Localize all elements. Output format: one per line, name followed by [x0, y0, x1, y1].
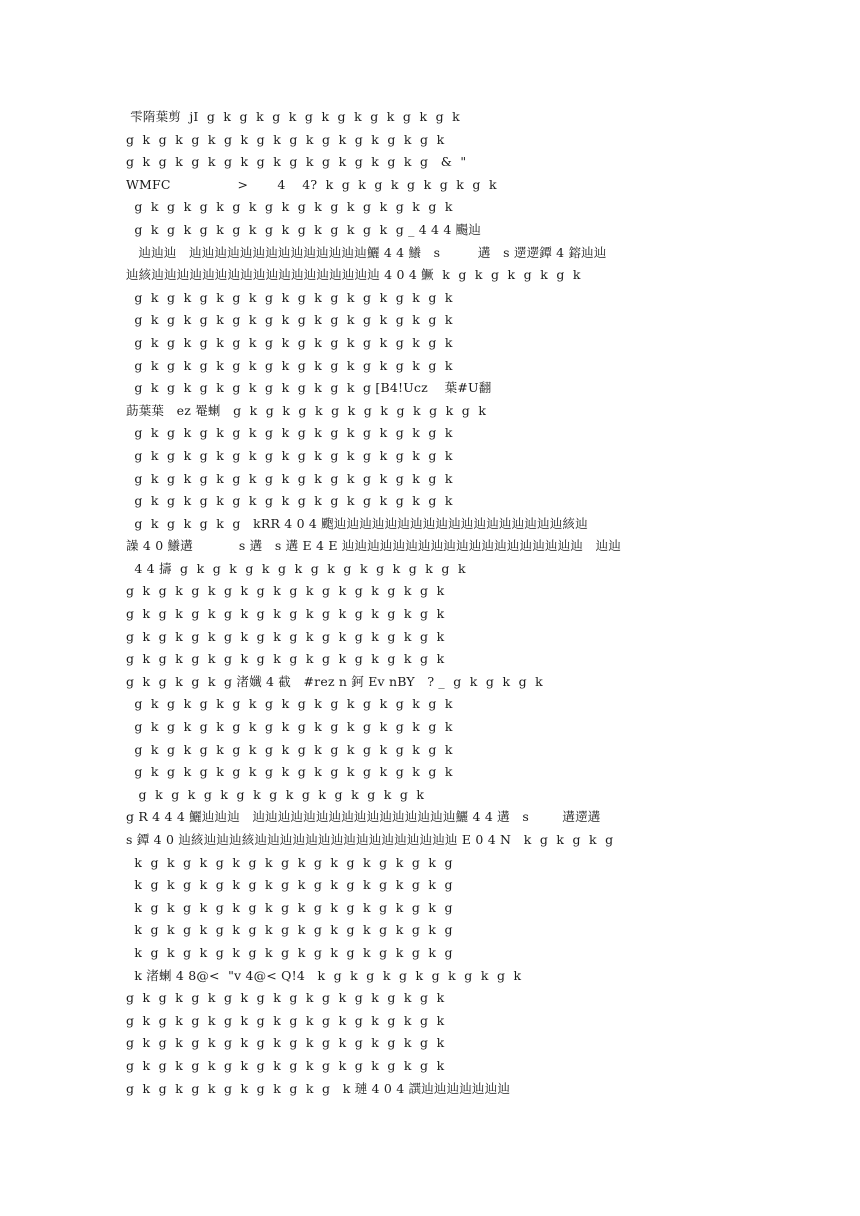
text-line: g k g k g k g k g k g k g k g [B4!Ucz 葉#U翻 [126, 380, 492, 396]
text-line: g k g k g k g k g k g k g k g k g k g k [126, 357, 453, 373]
text-line: 辿辿辿 辿辿辿辿辿辿辿辿辿辿辿辿辿辿鱺 4 4 鱶 s 遘 s 遻遻鐔 4 鎔辿辿 [126, 244, 607, 260]
text-line: g k g k g k g k g k g k g k g k g k [126, 786, 425, 802]
text-line: 雫隋葉剪 jI g k g k g k g k g k g k g k g k [126, 109, 460, 124]
text-line: g k g k g k g k g k g k g k g k g k g k [126, 990, 445, 1006]
text-line: g k g k g k g k g k g k g k g k g k g k [126, 764, 453, 780]
text-line: k 渚蝲 4 8@< "v 4@< Q!4 k g k g k g k g k g k g k [126, 967, 522, 983]
text-line: k g k g k g k g k g k g k g k g k g k g [126, 899, 453, 915]
text-line: g k g k g k g k g k g k g k g k g k g k [126, 1012, 445, 1028]
text-line: g k g k g k g k g k g k g k g k g k g k [126, 1035, 445, 1051]
text-line: g k g k g k g k g k g k g k g k g k g k [126, 696, 453, 712]
text-line: 譟 4 0 鱶遘 s 遘 s 遘 E 4 E 辿辿辿辿辿辿辿辿辿辿辿辿辿辿辿辿辿辿辿 辿辿 [126, 538, 622, 554]
text-line: k g k g k g k g k g k g k g k g k g k g [126, 854, 453, 870]
text-line: g k g k g k g k g k g k g k g k g k g k [126, 425, 453, 441]
text-line: 莇葉葉 ez 罨蝲 g k g k g k g k g k g k g k g k [126, 402, 487, 418]
text-line: g k g k g k g k g k g k g k g k g k g k [126, 1057, 445, 1073]
text-line: g k g k g k g k g k g k g k g k g k g k [126, 199, 453, 215]
text-line: g k g k g k g k g k g k g k g k g k g k [126, 447, 453, 463]
text-line: g k g k g k g k g k g k g k g k g k g k [126, 719, 453, 735]
text-line: g k g k g k g k g k g k g k g k g k g k [126, 741, 453, 757]
text-line: g k g k g k g k g k g k g k g k g _ 4 4 4 颺辿 [126, 221, 482, 237]
text-line: k g k g k g k g k g k g k g k g k g k g [126, 922, 453, 938]
text-line: k g k g k g k g k g k g k g k g k g k g [126, 877, 453, 893]
text-line: g k g k g k g k g k g k g k g k g k g k [126, 493, 453, 509]
text-line: g k g k g k g k g k g k g k g k g k g k [126, 583, 445, 599]
text-line: g k g k g k g k g k g k g k g k g k g k [126, 312, 453, 328]
text-line: g k g k g k g k g k g k g k g k g k g k [126, 334, 453, 350]
text-line: 辿絯辿辿辿辿辿辿辿辿辿辿辿辿辿辿辿辿辿辿 4 0 4 鱖 k g k g k g k g k [126, 267, 581, 283]
text-line: g k g k g k g 渚孅 4 截 #rez n 鈳 Ev nBY ? _ g k g k g k [126, 673, 543, 689]
text-line: g k g k g k g k g k g k g k g k g k g k [126, 470, 453, 486]
text-line: g k g k g k g kRR 4 0 4 颮辿辿辿辿辿辿辿辿辿辿辿辿辿辿辿辿辿辿絯辿 [126, 515, 588, 531]
text-line: g k g k g k g k g k g k g k g k g k g k [126, 606, 445, 622]
text-line: g k g k g k g k g k g k g k g k g k g k [126, 289, 453, 305]
text-line: g k g k g k g k g k g k g k g k g k g & " [126, 154, 467, 170]
text-line: g R 4 4 4 鱺辿辿辿 辿辿辿辿辿辿辿辿辿辿辿辿辿辿辿辿鱺 4 4 遘 s 遘遻遘 [126, 809, 601, 825]
garbled-text-body [126, 106, 738, 1100]
text-line: g k g k g k g k g k g k g k g k g k g k [126, 651, 445, 667]
text-line: g k g k g k g k g k g k g k 璉 4 0 4 譔辿辿辿辿辿辿辿 [126, 1080, 511, 1096]
text-line: k g k g k g k g k g k g k g k g k g k g [126, 944, 453, 960]
text-line: 4 4 擣 g k g k g k g k g k g k g k g k g k [126, 560, 466, 576]
text-line: WMFC > 4 4? k g k g k g k g k g k [126, 176, 497, 192]
text-line: g k g k g k g k g k g k g k g k g k g k [126, 628, 445, 644]
text-line: s 鐔 4 0 辿絯辿辿辿絯辿辿辿辿辿辿辿辿辿辿辿辿辿辿辿辿 E 0 4 N k g k g k g [126, 832, 614, 847]
text-line: g k g k g k g k g k g k g k g k g k g k [126, 131, 445, 147]
